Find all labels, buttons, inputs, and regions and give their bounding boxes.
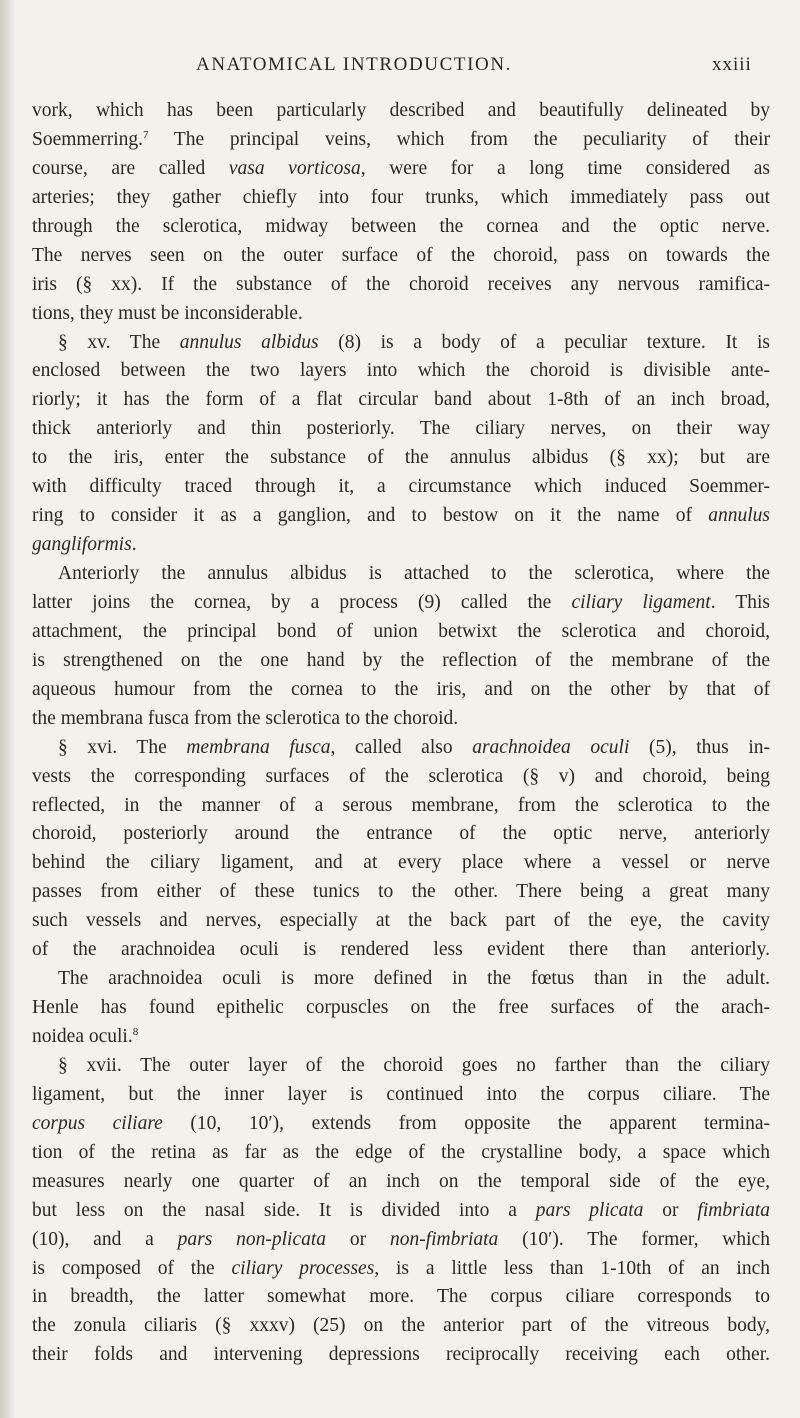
text-segment: § xvii. The outer layer of the choroid goes no farther than the ciliary (58, 1054, 770, 1076)
text-segment: behind the ciliary ligament, and at every place where a vessel or nerve (32, 852, 770, 874)
text-line (32, 676, 770, 705)
text-segment: of the arachnoidea oculi is rendered less evident there than anteriorly. (32, 939, 770, 961)
text-line (32, 994, 770, 1023)
text-segment: , were for a long time considered as (360, 157, 770, 179)
text-line (32, 444, 770, 473)
italic-term: annulus albidus (179, 331, 319, 353)
text-segment: but less on the nasal side. It is divided into a (32, 1199, 536, 1221)
text-segment: The arachnoidea oculi is more defined in the fœtus than in the adult. (58, 968, 770, 990)
footnote-ref: 8 (132, 1026, 139, 1038)
text-segment: such vessels and nerves, especially at the back part of the eye, the cavity (32, 910, 770, 932)
text-line (32, 792, 770, 821)
text-line (32, 849, 770, 878)
text-segment: enclosed between the two layers into which the choroid is divisible ante- (32, 360, 770, 382)
text-segment: or (326, 1228, 390, 1250)
text-line (32, 907, 770, 936)
text-segment: with difficulty traced through it, a circumstance which induced Soemmer- (32, 476, 770, 498)
text-line (32, 126, 770, 155)
text-line (32, 878, 770, 907)
text-segment: or (643, 1199, 698, 1221)
italic-term: corpus ciliare (32, 1112, 163, 1134)
text-segment: (8) is a body of a peculiar texture. It is (318, 331, 770, 353)
text-line (32, 763, 770, 792)
text-line (32, 1168, 770, 1197)
text-segment: iris (§ xx). If the substance of the choroid receives any nervous ramifica- (32, 273, 770, 295)
text-line (32, 589, 770, 618)
text-segment: is composed of the (32, 1257, 232, 1279)
text-line (32, 300, 770, 329)
text-segment: arteries; they gather chiefly into four trunks, which immediately pass out (32, 186, 770, 208)
text-segment: Soemmerring. (32, 128, 144, 150)
text-segment: , called also (330, 736, 473, 758)
text-line (32, 820, 770, 849)
text-line (32, 473, 770, 502)
text-segment: measures nearly one quarter of an inch on the temporal side of the eye, (32, 1170, 770, 1192)
italic-term: gangliformis (32, 534, 132, 556)
text-line (32, 502, 770, 531)
italic-term: arachnoidea oculi (472, 736, 630, 758)
text-segment: . (131, 534, 137, 556)
text-line (32, 531, 770, 560)
text-segment: riorly; it has the form of a flat circular band about 1-8th of an inch broad, (32, 389, 770, 411)
text-line (32, 271, 770, 300)
text-line (32, 1023, 770, 1052)
text-segment: course, are called (32, 157, 229, 179)
text-segment: vests the corresponding surfaces of the sclerotica (§ v) and choroid, being (32, 765, 770, 787)
text-segment: (5), thus in- (629, 736, 770, 758)
text-segment: tions, they must be inconsiderable. (32, 302, 303, 324)
text-line (32, 155, 770, 184)
italic-term: fimbriata (697, 1199, 770, 1221)
running-title: ANATOMICAL INTRODUCTION. (196, 54, 512, 75)
text-line (32, 415, 770, 444)
text-segment: through the sclerotica, midway between the cornea and the optic nerve. (32, 215, 770, 237)
page-number: xxiii (712, 54, 752, 75)
text-segment: latter joins the cornea, by a process (9) called the (32, 591, 572, 613)
italic-term: ciliary ligament (571, 591, 711, 613)
italic-term: pars non-plicata (177, 1228, 327, 1250)
text-line (32, 1197, 770, 1226)
text-segment: tion of the retina as far as the edge of the crystalline body, a space which (32, 1141, 770, 1163)
text-segment: . This (710, 591, 770, 613)
text-line (32, 1110, 770, 1139)
text-line (32, 242, 770, 271)
text-line (32, 1052, 770, 1081)
text-segment: is strengthened on the one hand by the reflection of the membrane of the (32, 649, 770, 671)
text-segment: thick anteriorly and thin posteriorly. The ciliary nerves, on their way (32, 418, 770, 440)
text-line (32, 1139, 770, 1168)
text-line (32, 936, 770, 965)
italic-term: vasa vorticosa (228, 157, 361, 179)
text-line (32, 97, 770, 126)
text-line (32, 329, 770, 358)
italic-term: ciliary processes (231, 1257, 375, 1279)
text-line (32, 560, 770, 589)
text-line (32, 1226, 770, 1255)
text-segment: attachment, the principal bond of union betwixt the sclerotica and choroid, (32, 620, 770, 642)
text-segment: ligament, but the inner layer is continued into the corpus ciliare. The (32, 1083, 770, 1105)
text-segment: the zonula ciliaris (§ xxxv) (25) on the anterior part of the vitreous body, (32, 1315, 770, 1337)
text-line (32, 1341, 770, 1370)
text-segment: to the iris, enter the substance of the annulus albidus (§ xx); but are (32, 447, 770, 469)
text-segment: (10), and a (32, 1228, 178, 1250)
text-segment: in breadth, the latter somewhat more. The corpus ciliare corresponds to (32, 1286, 770, 1308)
text-segment: The principal veins, which from the peculiarity of their (148, 128, 770, 150)
text-line (32, 705, 770, 734)
text-line (32, 647, 770, 676)
text-line (32, 965, 770, 994)
body-text (32, 97, 770, 1370)
text-line (32, 386, 770, 415)
italic-term: pars plicata (535, 1199, 644, 1221)
text-line (32, 1255, 770, 1284)
text-segment: choroid, posteriorly around the entrance of the optic nerve, anteriorly (32, 823, 770, 845)
text-segment: vork, which has been particularly described and beautifully delineated by (32, 100, 770, 121)
text-segment: (10′). The former, which (498, 1228, 770, 1250)
page-header (0, 54, 800, 84)
text-segment: Henle has found epithelic corpuscles on the free surfaces of the arach- (32, 997, 770, 1019)
text-segment: The nerves seen on the outer surface of the choroid, pass on towards the (32, 244, 770, 266)
text-segment: (10, 10′), extends from opposite the apparent termina- (162, 1112, 770, 1134)
text-line (32, 734, 770, 763)
text-segment: noidea oculi. (32, 1026, 133, 1047)
text-segment: § xvi. The (58, 736, 187, 758)
text-segment: § xv. The (58, 331, 180, 353)
text-segment: , is a little less than 1-10th of an inch (374, 1257, 770, 1279)
text-segment: their folds and intervening depressions reciprocally receiving each other. (32, 1344, 770, 1366)
footnote-ref: 7 (143, 128, 149, 141)
text-segment: aqueous humour from the cornea to the iris, and on the other by that of (32, 678, 770, 700)
text-line (32, 618, 770, 647)
text-line (32, 1312, 770, 1341)
text-segment: ring to consider it as a ganglion, and to bestow on it the name of (32, 505, 709, 527)
text-line (32, 1283, 770, 1312)
page-gutter-shadow (0, 0, 16, 1418)
italic-term: membrana fusca (186, 736, 331, 758)
text-line (32, 1081, 770, 1110)
italic-term: annulus (708, 505, 770, 527)
text-segment: passes from either of these tunics to the other. There being a great many (32, 881, 770, 903)
text-line (32, 184, 770, 213)
text-segment: Anteriorly the annulus albidus is attached to the sclerotica, where the (58, 563, 770, 584)
text-segment: reflected, in the manner of a serous membrane, from the sclerotica to the (32, 794, 770, 816)
italic-term: non-fimbriata (389, 1228, 499, 1250)
text-segment: the membrana fusca from the sclerotica to the choroid. (32, 707, 459, 729)
text-line (32, 213, 770, 242)
text-line (32, 357, 770, 386)
